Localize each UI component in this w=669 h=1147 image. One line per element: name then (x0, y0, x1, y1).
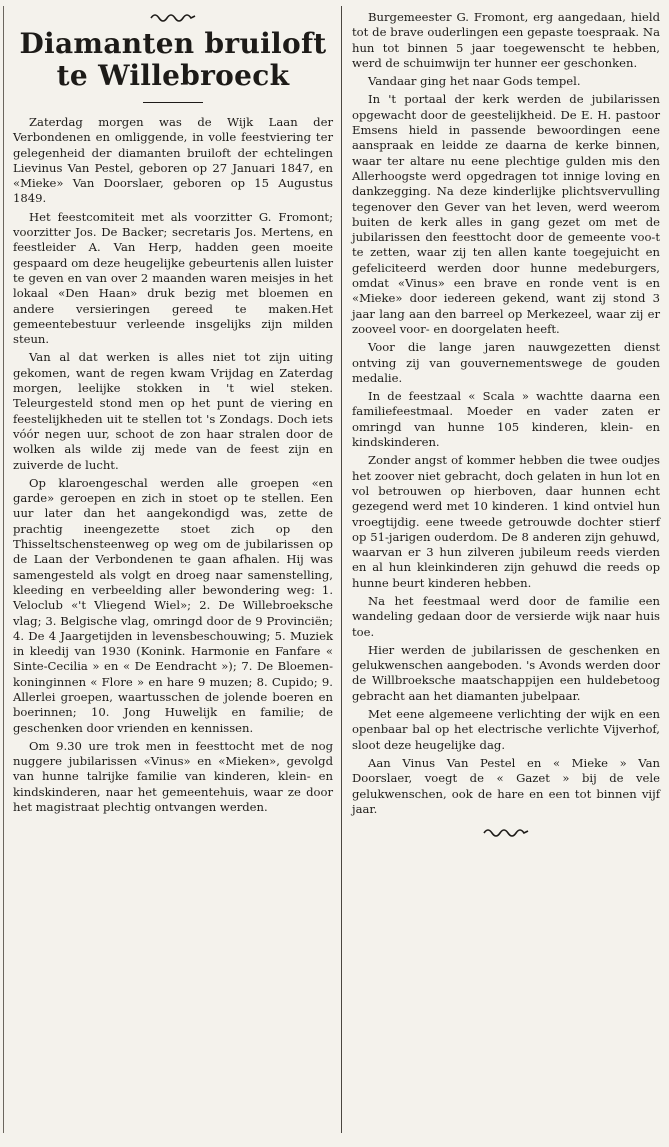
end-wave-ornament (482, 825, 530, 837)
headline-line-1: Diamanten bruiloft (19, 27, 327, 60)
paragraph: Het feestcomiteit met als voorzitter G. Fromont; voorzitter Jos. De Backer; secretaris Jos. Mertens, en feestleider A. Van Herp, hadden geen moeite gespaard om deze heugelijke gebeurtenis allen luister te geven en van over 2 maanden waren meisjes in het lokaal «Den Haan» druk bezig met bloemen en andere versieringen gereed te maken.Het gemeentebestuur verleende insgelijks zijn milden steun. (13, 209, 333, 347)
paragraph: In de feestzaal « Scala » wachtte daarna een familiefeestmaal. Moeder en vader zaten er omringd van hunne 105 kinderen, klein- en kindskinderen. (352, 389, 660, 450)
paragraph: Op klaroengeschal werden alle groepen «en garde» geroepen en zich in stoet op te stellen. Een uur later dan het aangekondigd was, zette de prachtig ineengezette stoet zich op den Thisseltschensteenweg op weg om de jubilarissen op de Laan der Verbondenen te gaan afhalen. Hij was samengesteld als volgt en droeg naar samenstelling, kleeding en verbeelding aller bewondering weg: 1. Veloclub «'t Vliegend Wiel»; 2. De Willebroeksche vlag; 3. Belgische vlag, omringd door de 9 Provinciën; 4. De 4 Jaargetijden in levensbeschouwing; 5. Muziek in kleedij van 1930 (Konink. Harmonie en Fanfare « Sinte-Cecilia » en « De Eendracht »); 7. De Bloemen-koninginnen « Flore » en hare 9 muzen; 8. Cupido; 9. Allerlei groepen, waartusschen de jolende boeren en boerinnen; 10. Jong Huwelijk en familie; de geschenken door vrienden en kennissen. (13, 475, 333, 735)
headline-line-2: te Willebroeck (56, 59, 290, 92)
headline-rule (143, 102, 203, 103)
paragraph: Aan Vinus Van Pestel en « Mieke » Van Doorslaer, voegt de « Gazet » bij de vele gelukwenschen, ook de hare en een tot binnen vijf jaar. (352, 755, 660, 816)
paragraph: Hier werden de jubilarissen de geschenken en gelukwenschen aangeboden. 's Avonds werden door de Willbroeksche maatschappijen een huldebetoog gebracht aan het diamanten jubelpaar. (352, 642, 660, 703)
top-wave-ornament (149, 10, 197, 22)
paragraph: Na het feestmaal werd door de familie een wandeling gedaan door de versierde wijk naar huis toe. (352, 593, 660, 639)
clipping-left-edge (3, 6, 4, 1133)
paragraph: Burgemeester G. Fromont, erg aangedaan, hield tot de brave ouderlingen een gepaste toespraak. Na hun tot binnen 5 jaar toegewenscht te hebben, werd de schuimwijn ter hunner eer geschonken. (352, 10, 660, 70)
paragraph: Zonder angst of kommer hebben die twee oudjes het zoover niet gebracht, doch gelaten in hun lot en vol betrouwen op hierboven, daar hunnen echt gezegend werd met 10 kinderen. 1 kind ontviel hun vroegtijdig. eene tweede getrouwde dochter stierf op 51-jarigen ouderdom. De 8 anderen zijn gehuwd, waarvan er 3 hun zilveren jubileum reeds vierden en al hun kleinkinderen zijn gehuwd die reeds op hunne beurt kinderen hebben. (352, 453, 660, 590)
paragraph: Voor die lange jaren nauwgezetten dienst ontving zij van gouvernementswege de gouden medalie. (352, 340, 660, 385)
article-headline (13, 28, 333, 92)
paragraph: Vandaar ging het naar Gods tempel. (368, 74, 581, 89)
left-column (13, 10, 333, 818)
column-divider (341, 6, 342, 1133)
paragraph: Om 9.30 ure trok men in feesttocht met de nog nuggere jubilarissen «Vinus» en «Mieken», gevolgd van hunne talrijke familie van kinderen, klein- en kindskinderen, naar het gemeentehuis, waar ze door het magistraat plechtig ontvangen werden. (13, 738, 333, 815)
paragraph: Zaterdag morgen was de Wijk Laan der Verbondenen en omliggende, in volle feestviering ter gelegenheid der diamanten bruiloft der echtelingen Lievinus Van Pestel, geboren op 27 Januari 1847, en «Mieke» Van Doorslaer, geboren op 15 Augustus 1849. (13, 115, 333, 206)
paragraph: Met eene algemeene verlichting der wijk en een openbaar bal op het electrische verlichte Vijverhof, sloot deze heugelijke dag. (352, 707, 660, 752)
paragraph: In 't portaal der kerk werden de jubilarissen opgewacht door de geestelijkheid. De E. H. pastoor Emsens hield in passende bewoordingen eene aanspraak en leidde ze daarna de kerke binnen, waar ter altare nu eene plechtige gulden mis den Allerhoogste werd opgedragen tot innige loving en dankzegging. Na deze kinderlijke plichtsvervulling tegenover den Gever van het leven, werd weerom buiten de kerk alles in gang gezet om met de jubilarissen den feesttocht door de gemeente voo-t te zetten, waar zij ten allen kante toegejuicht en gefeliciteerd werden door hunne medeburgers, omdat «Vinus» een brave en ronde vent is en «Mieke» door iedereen gekend, want zij stond 3 jaar lang aan den barreel op Merkezeel, waar zij er zooveel voor- en doorgelaten heeft. (352, 92, 660, 336)
paragraph: Van al dat werken is alles niet tot zijn uiting gekomen, want de regen kwam Vrijdag en Zaterdag morgen, leelijke stokken in 't wiel steken. Teleurgesteld stond men op het punt de viering en feestelijkheden uit te stellen tot 's Zondags. Doch iets vóór negen uur, schoot de zon haar stralen door de wolken als wilde zij mede van de feest zijn en zuiverde de lucht. (13, 350, 333, 472)
right-column (352, 10, 660, 837)
